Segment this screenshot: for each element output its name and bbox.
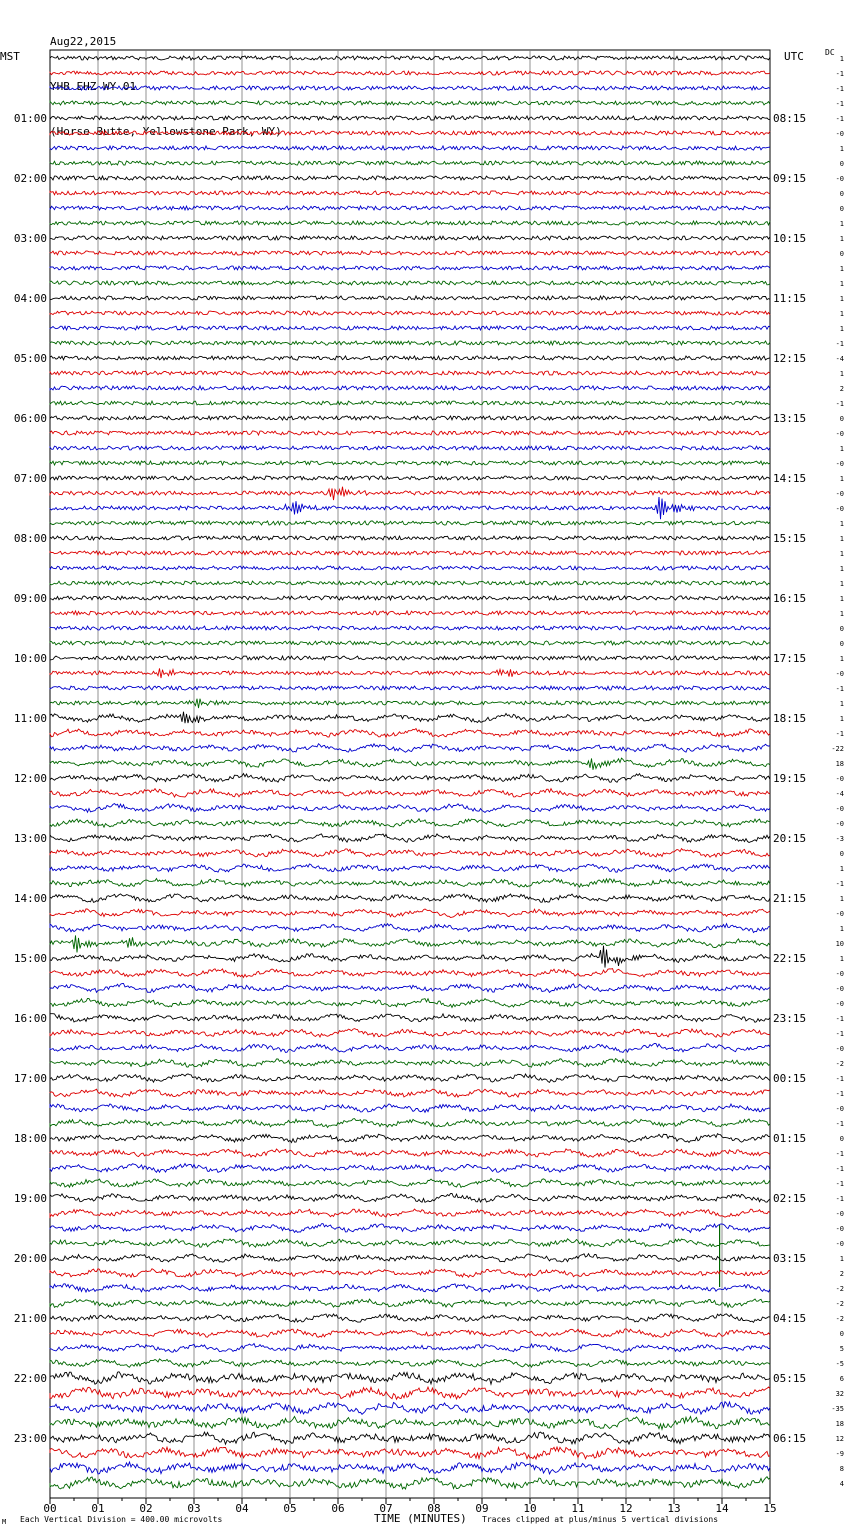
- dc-offset-label: -0: [835, 505, 844, 513]
- trace-row-49: [50, 789, 770, 797]
- right-hour-label: 03:15: [773, 1252, 807, 1265]
- dc-offset-label: -0: [835, 670, 844, 678]
- dc-offset-label: -35: [831, 1405, 844, 1413]
- dc-offset-label: -1: [835, 730, 844, 738]
- dc-offset-label: -5: [835, 1360, 844, 1368]
- right-hour-label: 06:15: [773, 1432, 807, 1445]
- dc-offset-label: -1: [835, 1015, 844, 1023]
- dc-offset-label: -1: [835, 115, 844, 123]
- trace-row-18: [50, 326, 770, 330]
- trace-row-90: [50, 1402, 770, 1415]
- right-hour-label: 11:15: [773, 292, 807, 305]
- trace-row-4: [50, 116, 770, 120]
- dc-offset-label: -2: [835, 1300, 844, 1308]
- x-tick-label: 01: [91, 1502, 105, 1515]
- trace-row-95: [50, 1477, 770, 1489]
- trace-row-8: [50, 176, 770, 180]
- dc-offset-label: 1: [839, 700, 844, 708]
- trace-row-55: [50, 879, 770, 888]
- left-hour-label: 09:00: [13, 592, 47, 605]
- trace-row-19: [50, 341, 770, 345]
- right-hour-label: 15:15: [773, 532, 807, 545]
- dc-offset-label: 0: [839, 850, 844, 858]
- dc-offset-label: 5: [839, 1345, 844, 1353]
- dc-offset-label: 1: [839, 310, 844, 318]
- dc-offset-label: 18: [835, 760, 844, 768]
- dc-offset-label: 1: [839, 865, 844, 873]
- dc-offset-label: 1: [839, 895, 844, 903]
- dc-offset-label: -1: [835, 1090, 844, 1098]
- trace-row-93: [50, 1447, 770, 1459]
- dc-offset-label: -4: [835, 790, 844, 798]
- left-hour-label: 04:00: [13, 292, 47, 305]
- x-tick-label: 11: [571, 1502, 585, 1515]
- trace-row-53: [50, 849, 770, 858]
- dc-offset-label: 1: [839, 925, 844, 933]
- dc-offset-label: 0: [839, 415, 844, 423]
- trace-row-52: [50, 834, 770, 843]
- trace-row-92: [50, 1432, 770, 1444]
- dc-offset-label: -0: [835, 910, 844, 918]
- left-hour-label: 07:00: [13, 472, 47, 485]
- dc-offset-label: 0: [839, 1330, 844, 1338]
- dc-offset-label: -0: [835, 1225, 844, 1233]
- header-location: (Horse Butte, Yellowstone Park, WY): [50, 125, 282, 138]
- trace-row-48: [50, 774, 770, 783]
- trace-row-59: [50, 935, 770, 952]
- trace-row-31: [50, 521, 770, 525]
- left-hour-label: 16:00: [13, 1012, 47, 1025]
- dc-offset-label: -3: [835, 835, 844, 843]
- dc-offset-label: 4: [839, 1480, 844, 1488]
- dc-offset-label: -1: [835, 70, 844, 78]
- dc-offset-label: -1: [835, 1030, 844, 1038]
- right-hour-label: 13:15: [773, 412, 807, 425]
- trace-row-25: [50, 431, 770, 435]
- dc-offset-label: -0: [835, 430, 844, 438]
- trace-row-79: [50, 1239, 770, 1247]
- trace-row-32: [50, 536, 770, 540]
- left-hour-label: 21:00: [13, 1312, 47, 1325]
- dc-offset-label: -2: [835, 1315, 844, 1323]
- trace-row-87: [50, 1359, 770, 1367]
- left-hour-label: 15:00: [13, 952, 47, 965]
- dc-offset-label: -22: [831, 745, 844, 753]
- dc-column-label: DC: [825, 48, 835, 57]
- dc-offset-label: -1: [835, 1165, 844, 1173]
- trace-row-84: [50, 1314, 770, 1322]
- trace-row-45: [50, 729, 770, 738]
- trace-row-62: [50, 984, 770, 993]
- dc-offset-label: 1: [839, 955, 844, 963]
- header-station: YHB EHZ WY 01: [50, 80, 137, 93]
- dc-offset-label: 2: [839, 1270, 844, 1278]
- trace-row-57: [50, 909, 770, 918]
- dc-offset-label: 1: [839, 610, 844, 618]
- trace-row-78: [50, 1224, 770, 1233]
- dc-offset-label: -1: [835, 400, 844, 408]
- left-hour-label: 14:00: [13, 892, 47, 905]
- right-hour-label: 10:15: [773, 232, 807, 245]
- trace-row-83: [50, 1299, 770, 1307]
- trace-row-30: [50, 497, 770, 519]
- corner-mark: M: [2, 1518, 7, 1526]
- trace-row-39: [50, 641, 770, 645]
- left-hour-label: 17:00: [13, 1072, 47, 1085]
- dc-offset-label: -1: [835, 880, 844, 888]
- trace-row-1: [50, 71, 770, 75]
- trace-row-0: [50, 56, 770, 60]
- trace-row-41: [50, 668, 770, 678]
- right-hour-label: 22:15: [773, 952, 807, 965]
- trace-row-38: [50, 626, 770, 630]
- trace-row-20: [50, 356, 770, 360]
- trace-row-34: [50, 566, 770, 570]
- trace-row-72: [50, 1134, 770, 1143]
- dc-offset-label: 1: [839, 535, 844, 543]
- dc-offset-label: -0: [835, 175, 844, 183]
- trace-row-37: [50, 611, 770, 615]
- dc-offset-label: 2: [839, 385, 844, 393]
- trace-row-51: [50, 819, 770, 828]
- trace-row-35: [50, 581, 770, 585]
- right-hour-label: 14:15: [773, 472, 807, 485]
- trace-row-58: [50, 924, 770, 933]
- dc-offset-label: -0: [835, 805, 844, 813]
- dc-offset-label: -0: [835, 1240, 844, 1248]
- dc-offset-label: 1: [839, 655, 844, 663]
- right-hour-label: 21:15: [773, 892, 807, 905]
- dc-offset-label: -0: [835, 1105, 844, 1113]
- trace-row-17: [50, 311, 770, 315]
- trace-row-10: [50, 206, 770, 210]
- trace-row-11: [50, 221, 770, 225]
- dc-offset-label: 0: [839, 160, 844, 168]
- right-hour-label: 04:15: [773, 1312, 807, 1325]
- trace-row-7: [50, 161, 770, 165]
- trace-row-81: [50, 1269, 770, 1278]
- left-hour-label: 11:00: [13, 712, 47, 725]
- trace-row-86: [50, 1344, 770, 1353]
- x-tick-label: 08: [427, 1502, 441, 1515]
- dc-offset-label: -0: [835, 460, 844, 468]
- trace-row-54: [50, 864, 770, 872]
- x-tick-label: 00: [43, 1502, 57, 1515]
- dc-offset-label: 1: [839, 370, 844, 378]
- trace-row-88: [50, 1372, 770, 1384]
- dc-offset-label: 1: [839, 580, 844, 588]
- dc-offset-label: 0: [839, 640, 844, 648]
- dc-offset-label: 1: [839, 1255, 844, 1263]
- trace-row-89: [50, 1387, 770, 1399]
- trace-row-26: [50, 446, 770, 450]
- trace-row-3: [50, 101, 770, 105]
- left-hour-label: 13:00: [13, 832, 47, 845]
- dc-offset-label: 1: [839, 715, 844, 723]
- trace-row-28: [50, 476, 770, 480]
- x-tick-label: 12: [619, 1502, 633, 1515]
- trace-row-75: [50, 1179, 770, 1188]
- right-hour-label: 17:15: [773, 652, 807, 665]
- trace-row-12: [50, 236, 770, 240]
- x-tick-label: 10: [523, 1502, 537, 1515]
- dc-offset-label: 1: [839, 295, 844, 303]
- dc-offset-label: 1: [839, 475, 844, 483]
- dc-offset-label: 0: [839, 190, 844, 198]
- dc-offset-label: -1: [835, 685, 844, 693]
- dc-offset-label: -0: [835, 490, 844, 498]
- dc-offset-label: 1: [839, 235, 844, 243]
- x-tick-label: 07: [379, 1502, 393, 1515]
- left-hour-label: 22:00: [13, 1372, 47, 1385]
- clip-note: Traces clipped at plus/minus 5 vertical divisions: [482, 1515, 719, 1524]
- trace-row-76: [50, 1194, 770, 1203]
- trace-row-60: [50, 946, 770, 968]
- right-hour-label: 23:15: [773, 1012, 807, 1025]
- dc-offset-label: 12: [835, 1435, 844, 1443]
- trace-row-21: [50, 371, 770, 375]
- trace-row-40: [50, 656, 770, 660]
- right-hour-label: 12:15: [773, 352, 807, 365]
- x-axis-title: TIME (MINUTES): [374, 1512, 467, 1525]
- trace-row-47: [50, 758, 770, 770]
- trace-row-14: [50, 266, 770, 270]
- trace-row-23: [50, 401, 770, 405]
- trace-row-66: [50, 1044, 770, 1053]
- dc-offset-label: -2: [835, 1060, 844, 1068]
- right-hour-label: 16:15: [773, 592, 807, 605]
- left-hour-label: 19:00: [13, 1192, 47, 1205]
- right-hour-label: 05:15: [773, 1372, 807, 1385]
- dc-offset-label: 1: [839, 145, 844, 153]
- dc-offset-label: 8: [839, 1465, 844, 1473]
- trace-row-91: [50, 1417, 770, 1430]
- dc-offset-label: -0: [835, 985, 844, 993]
- dc-offset-label: 1: [839, 220, 844, 228]
- trace-row-43: [50, 699, 770, 708]
- trace-row-71: [50, 1119, 770, 1128]
- dc-offset-label: -4: [835, 355, 844, 363]
- x-tick-label: 15: [763, 1502, 777, 1515]
- dc-offset-label: 1: [839, 565, 844, 573]
- right-hour-label: 02:15: [773, 1192, 807, 1205]
- left-hour-label: 18:00: [13, 1132, 47, 1145]
- trace-row-44: [50, 712, 770, 724]
- dc-offset-label: -1: [835, 1195, 844, 1203]
- trace-row-46: [50, 744, 770, 753]
- dc-offset-label: 1: [839, 595, 844, 603]
- dc-offset-label: 1: [839, 55, 844, 63]
- dc-offset-label: -0: [835, 1045, 844, 1053]
- trace-row-36: [50, 596, 770, 600]
- dc-offset-label: -0: [835, 820, 844, 828]
- left-hour-label: 23:00: [13, 1432, 47, 1445]
- trace-row-13: [50, 251, 770, 255]
- left-hour-label: 08:00: [13, 532, 47, 545]
- left-timezone-label: MST: [0, 50, 20, 63]
- dc-offset-label: -1: [835, 1150, 844, 1158]
- trace-row-68: [50, 1074, 770, 1083]
- left-hour-label: 20:00: [13, 1252, 47, 1265]
- trace-row-63: [50, 999, 770, 1008]
- right-hour-label: 20:15: [773, 832, 807, 845]
- trace-row-9: [50, 191, 770, 195]
- trace-row-73: [50, 1149, 770, 1157]
- left-hour-label: 06:00: [13, 412, 47, 425]
- trace-row-16: [50, 296, 770, 300]
- trace-row-74: [50, 1164, 770, 1173]
- header-date: Aug22,2015: [50, 35, 117, 48]
- trace-row-85: [50, 1329, 770, 1338]
- left-hour-label: 01:00: [13, 112, 47, 125]
- dc-offset-label: 1: [839, 325, 844, 333]
- dc-offset-label: -0: [835, 970, 844, 978]
- dc-offset-label: -1: [835, 340, 844, 348]
- x-tick-label: 03: [187, 1502, 201, 1515]
- dc-offset-label: 1: [839, 265, 844, 273]
- left-hour-label: 05:00: [13, 352, 47, 365]
- trace-row-67: [50, 1059, 770, 1068]
- trace-row-33: [50, 551, 770, 555]
- dc-offset-label: 10: [835, 940, 844, 948]
- dc-offset-label: -1: [835, 100, 844, 108]
- right-hour-label: 19:15: [773, 772, 807, 785]
- trace-row-80: [50, 1254, 770, 1262]
- dc-offset-label: 32: [835, 1390, 844, 1398]
- dc-offset-label: -1: [835, 85, 844, 93]
- dc-offset-label: 0: [839, 625, 844, 633]
- right-timezone-label: UTC: [784, 50, 804, 63]
- trace-row-77: [50, 1209, 770, 1217]
- left-hour-label: 12:00: [13, 772, 47, 785]
- trace-row-64: [50, 1014, 770, 1023]
- right-hour-label: 08:15: [773, 112, 807, 125]
- right-hour-label: 09:15: [773, 172, 807, 185]
- trace-row-61: [50, 969, 770, 978]
- dc-offset-label: 1: [839, 550, 844, 558]
- right-hour-label: 00:15: [773, 1072, 807, 1085]
- dc-offset-label: 0: [839, 1135, 844, 1143]
- trace-row-22: [50, 386, 770, 390]
- dc-offset-label: 1: [839, 520, 844, 528]
- trace-row-24: [50, 416, 770, 420]
- dc-offset-label: -9: [835, 1450, 844, 1458]
- trace-row-15: [50, 281, 770, 285]
- dc-offset-label: -0: [835, 130, 844, 138]
- x-tick-label: 02: [139, 1502, 153, 1515]
- trace-row-70: [50, 1104, 770, 1112]
- trace-row-2: [50, 86, 770, 90]
- trace-row-82: [50, 1284, 770, 1292]
- dc-offset-label: -0: [835, 1000, 844, 1008]
- trace-row-94: [50, 1462, 770, 1474]
- trace-row-29: [50, 487, 770, 500]
- x-tick-label: 05: [283, 1502, 297, 1515]
- trace-row-56: [50, 894, 770, 902]
- trace-row-5: [50, 131, 770, 135]
- dc-offset-label: -1: [835, 1120, 844, 1128]
- left-hour-label: 03:00: [13, 232, 47, 245]
- dc-offset-label: -2: [835, 1285, 844, 1293]
- trace-row-6: [50, 146, 770, 150]
- x-tick-label: 09: [475, 1502, 489, 1515]
- left-hour-label: 02:00: [13, 172, 47, 185]
- dc-offset-label: -1: [835, 1180, 844, 1188]
- trace-row-69: [50, 1089, 770, 1097]
- left-hour-label: 10:00: [13, 652, 47, 665]
- trace-row-27: [50, 461, 770, 465]
- x-tick-label: 13: [667, 1502, 681, 1515]
- right-hour-label: 18:15: [773, 712, 807, 725]
- dc-offset-label: 1: [839, 445, 844, 453]
- trace-row-65: [50, 1029, 770, 1038]
- right-hour-label: 01:15: [773, 1132, 807, 1145]
- dc-offset-label: 1: [839, 280, 844, 288]
- trace-row-42: [50, 686, 770, 690]
- x-tick-label: 04: [235, 1502, 249, 1515]
- dc-offset-label: -0: [835, 775, 844, 783]
- dc-offset-label: 6: [839, 1375, 844, 1383]
- dc-offset-label: 0: [839, 250, 844, 258]
- dc-offset-label: 18: [835, 1420, 844, 1428]
- x-tick-label: 14: [715, 1502, 729, 1515]
- dc-offset-label: 0: [839, 205, 844, 213]
- dc-offset-label: -1: [835, 1075, 844, 1083]
- x-tick-label: 06: [331, 1502, 345, 1515]
- dc-offset-label: -0: [835, 1210, 844, 1218]
- trace-row-50: [50, 804, 770, 813]
- division-note: Each Vertical Division = 400.00 microvolts: [20, 1515, 223, 1524]
